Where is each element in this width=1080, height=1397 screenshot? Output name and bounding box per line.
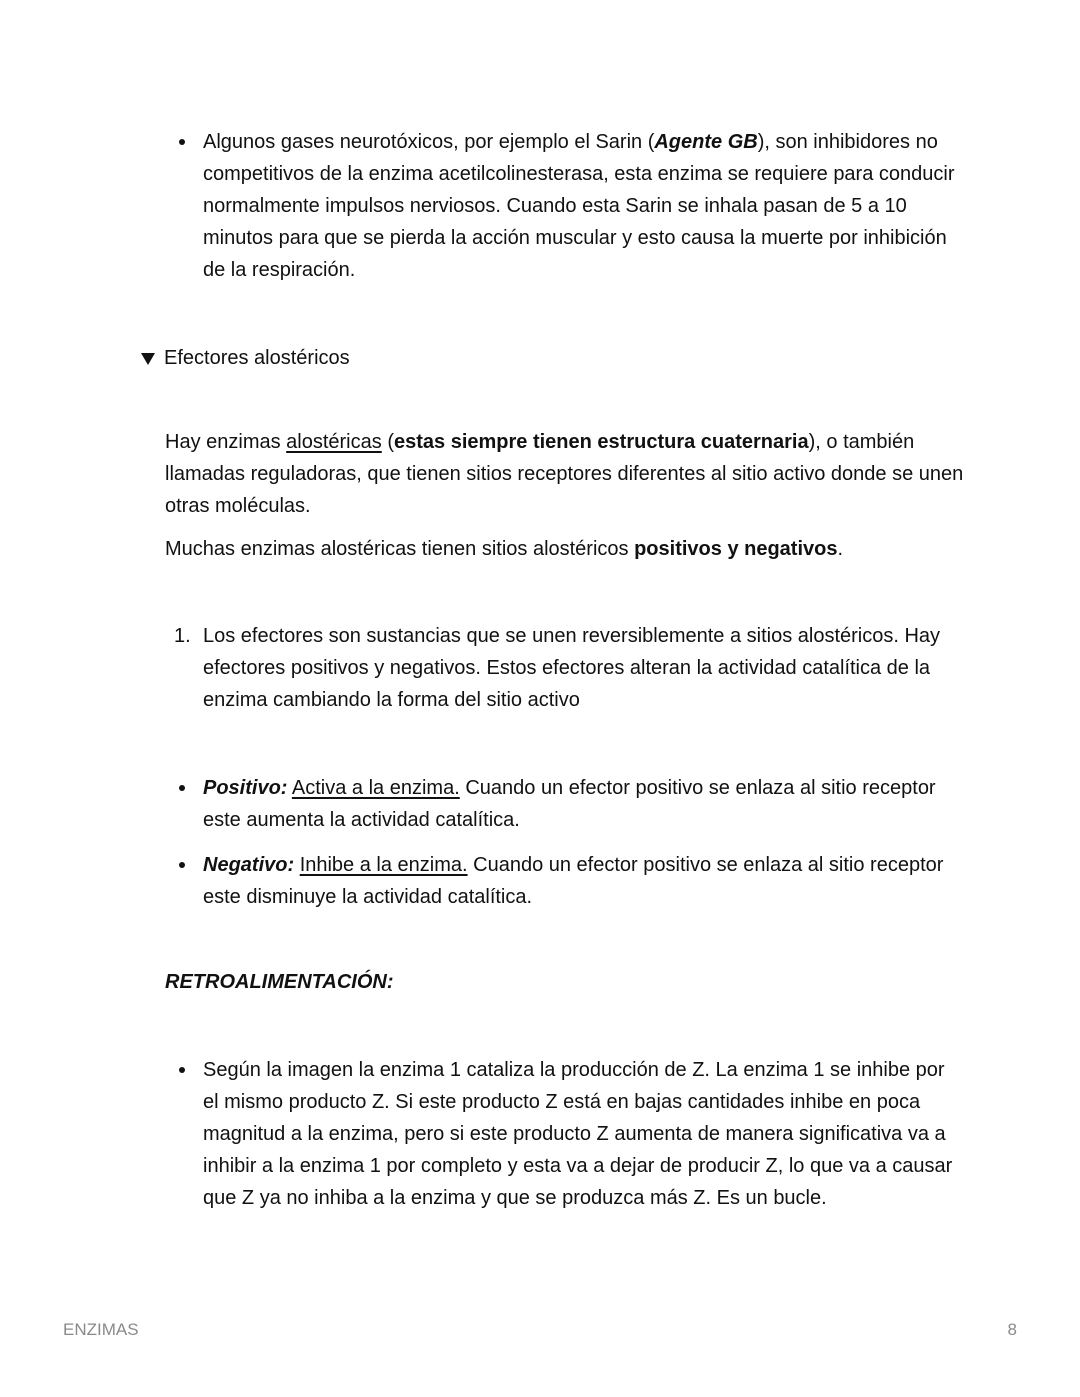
list-item [165, 620, 965, 716]
para1-mid: ( [381, 431, 394, 453]
positivo-label: Positivo: [203, 777, 288, 799]
page-number: 8 [1007, 1320, 1017, 1339]
list-item [165, 126, 965, 286]
paragraph-alostericas [165, 426, 965, 522]
list-item-text: Los efectores son sustancias que se unen reversiblemente a sitios alostéricos. Hay efectores positivos y negativos. Estos efectores alteran la actividad catalítica de la enzima cambiando la forma del sitio activo [203, 625, 941, 711]
toggle-efectores-alostericos[interactable] [141, 342, 350, 374]
paragraph-sitios [165, 533, 965, 565]
negativo-underlined: Inhibe a la enzima. [299, 854, 468, 876]
para1-pre: Hay enzimas [165, 431, 287, 453]
list-item-positivo [165, 772, 965, 836]
list-number: 1. [174, 625, 191, 647]
effector-bullet-list [165, 772, 965, 913]
feedback-text: Según la imagen la enzima 1 cataliza la producción de Z. La enzima 1 se inhibe por el mismo producto Z. Si este producto Z está en bajas cantidades inhibe en poca magnitud a la enzima, pero si este producto Z aumenta de manera significativa va a inhibir a la enzima 1 por completo y esta va a dejar de producir Z, lo que va a causar que Z ya no inhiba a la enzima y que se produzca más Z. Es un bucle. [203, 1059, 953, 1209]
list-item [165, 1054, 965, 1214]
negativo-label: Negativo: [203, 854, 295, 876]
agente-gb-emphasis: Agente GB [654, 131, 758, 153]
feedback-bullet-list [165, 1054, 965, 1214]
positivos-negativos-bold: positivos y negativos [634, 538, 838, 560]
para2-pre: Muchas enzimas alostéricas tienen sitios alostéricos [165, 538, 635, 560]
sarin-text-pre: Algunos gases neurotóxicos, por ejemplo el Sarin ( [203, 131, 655, 153]
para2-post: . [837, 538, 844, 560]
negativo-text: Cuando un efector positivo se enlaza al sitio receptor este disminuye la actividad catalítica. [203, 854, 944, 908]
positivo-underlined: Activa a la enzima. [291, 777, 460, 799]
list-item-negativo [165, 849, 965, 913]
sarin-bullet-list [165, 126, 965, 286]
heading-retroalimentacion: RETROALIMENTACIÓN: [165, 971, 394, 993]
footer-title: ENZIMAS [63, 1320, 139, 1339]
positivo-text: Cuando un efector positivo se enlaza al sitio receptor este aumenta la actividad catalítica. [203, 777, 936, 831]
para1-post: ), o también llamadas reguladoras, que tienen sitios receptores diferentes al sitio activo donde se unen otras moléculas. [165, 431, 964, 517]
numbered-list [165, 620, 965, 716]
alostericas-underlined: alostéricas [286, 431, 382, 453]
sarin-text-post: ), son inhibidores no competitivos de la enzima acetilcolinesterasa, esta enzima se requiere para conducir normalmente impulsos nerviosos. Cuando esta Sarin se inhala pasan de 5 a 10 minutos para que se pierda la acción muscular y esto causa la muerte por inhibición de la respiración. [203, 131, 955, 281]
toggle-label: Efectores alostéricos [164, 347, 350, 369]
triangle-down-icon[interactable] [141, 353, 155, 365]
cuaternaria-bold: estas siempre tienen estructura cuaternaria [393, 431, 809, 453]
